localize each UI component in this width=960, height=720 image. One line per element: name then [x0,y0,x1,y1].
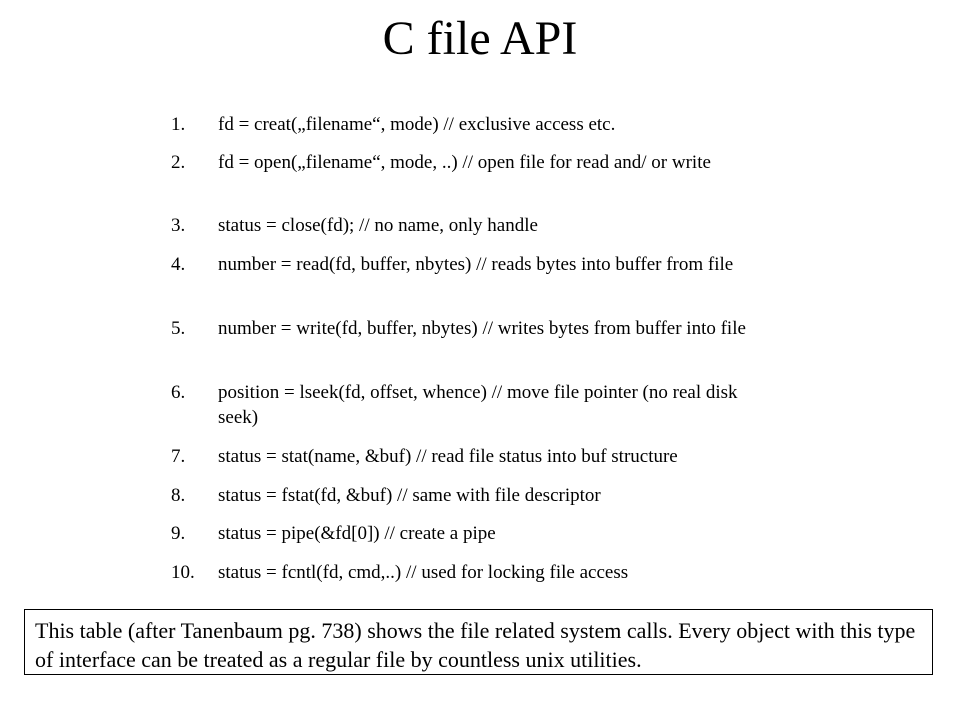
item-number: 9. [171,523,186,544]
item-text: fd = open(„filename“, mode, ..) // open file for read and/ or write [218,152,711,173]
item-number: 2. [171,152,186,173]
item-number: 8. [171,485,186,506]
item-text: number = read(fd, buffer, nbytes) // reads bytes into buffer from file [218,254,734,275]
item-number: 5. [171,318,186,339]
item-text: status = fcntl(fd, cmd,..) // used for locking file access [218,562,629,583]
item-number: 1. [171,114,186,135]
item-number: 3. [171,215,186,236]
item-number: 7. [171,446,186,467]
item-number: 4. [171,254,186,275]
slide-title: C file API [382,12,578,65]
item-number: 6. [171,382,186,403]
item-number: 10. [171,562,195,583]
item-text: status = close(fd); // no name, only handle [218,215,538,236]
caption-text: This table (after Tanenbaum pg. 738) shows the file related system calls. Every object with this type of interface can be treated as a regular file by countless unix utilities. [35,618,916,672]
item-text: status = stat(name, &buf) // read file status into buf structure [218,446,678,467]
item-text: number = write(fd, buffer, nbytes) // writes bytes from buffer into file [218,318,746,339]
item-text: status = pipe(&fd[0]) // create a pipe [218,523,496,544]
item-text: status = fstat(fd, &buf) // same with file descriptor [218,485,601,506]
item-text: position = lseek(fd, offset, whence) // move file pointer (no real disk seek) [218,382,738,428]
item-text: fd = creat(„filename“, mode) // exclusive access etc. [218,114,616,135]
caption-box [24,609,933,675]
